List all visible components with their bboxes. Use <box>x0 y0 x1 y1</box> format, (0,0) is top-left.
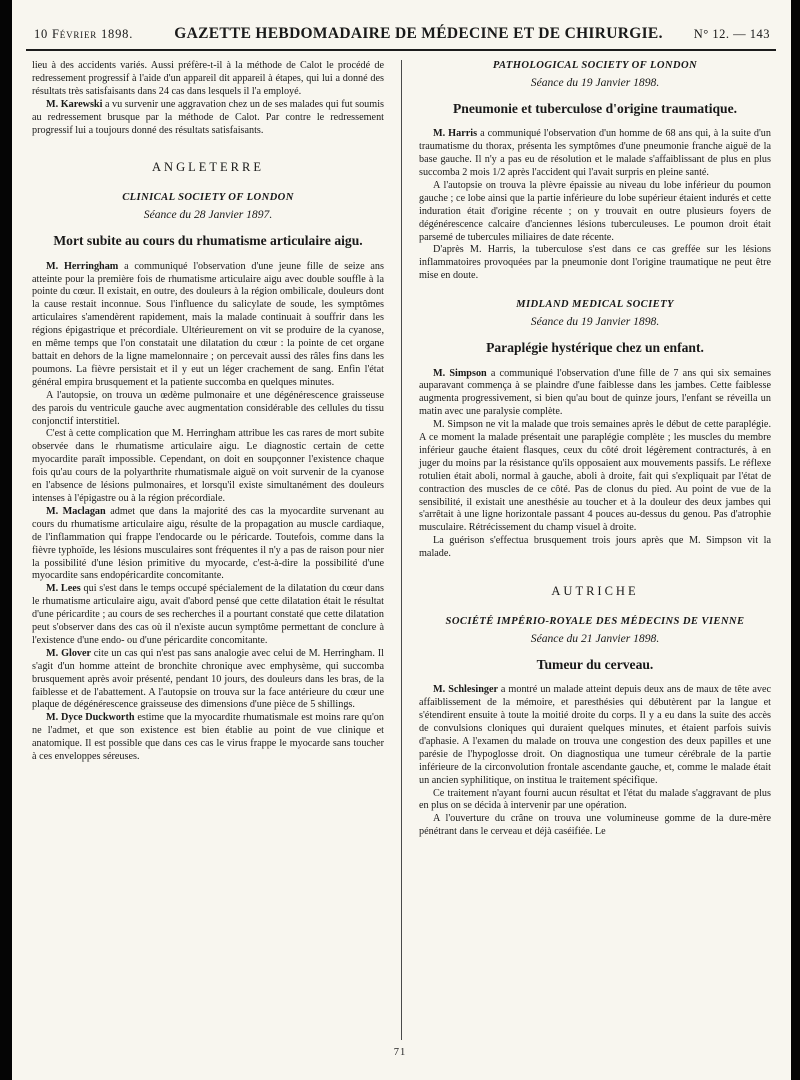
speaker-name: M. Maclagan <box>46 505 111 517</box>
article-title: Paraplégie hystérique chez un enfant. <box>486 340 704 355</box>
left-column-paragraph: M. Herringham a communiqué l'observation d'une jeune fille de seize ans atteinte pour la première fois de rhumatisme articulaire aigu avec double souffle à la pointe du cœur. Il existait, en outre, des douleurs à la région ombilicale, douleurs dont la cause restait inconnue. Sous l'influence du salicylate de soude, les symptômes articulaires s'amendèrent rapidement, mais la malade continuait à souffrir dans les régions épigastrique et précordiale. Ultérieurement on vit se produire de la cyanose, en même temps que l'on constatait une dilatation du cœur : la pointe de cet organe battait en dehors de la ligne mamelonnaire ; on percevait aussi des râles fins dans les poumons. La fièvre persistait et il y eut un léger crachement de sang. Enfin l'état général empira brusquement et la patiente succomba en quelques minutes. <box>32 260 384 388</box>
left-column-paragraph: M. Glover cite un cas qui n'est pas sans analogie avec celui de M. Herringham. Il s'agit d'un homme atteint de bronchite chronique avec emphysème, qui succomba brusquement après avoir présenté, pendant 10 jours, des douleurs dans les bras, de la faiblesse et de l'abattement. A l'autopsie on trouva sur la face antérieure du cœur une plaque de dégénérescence graisseuse des dimensions d'une pièce de 5 shillings. <box>32 647 384 711</box>
signature-mark: 71 <box>393 1047 407 1058</box>
right-column-paragraph: M. Simpson a communiqué l'observation d'une fille de 7 ans qui six semaines auparavant commença à se plaindre d'une faiblesse dans les jambes. Cette faiblesse augmenta progressivement, si bien qu'au bout de quinze jours, l'enfant se réveilla un matin avec une paralysie complète. <box>419 367 771 418</box>
right-column-paragraph: D'après M. Harris, la tuberculose s'est dans ce cas greffée sur les lésions inflammatoires provoquées par la pneumonie dont l'origine traumatique ne peut être mise en doute. <box>419 244 771 282</box>
left-column-paragraph: C'est à cette complication que M. Herringham attribue les cas rares de mort subite observée dans le rhumatisme articulaire aigu. Le diagnostic certain de cette myocardite paraît impossible. Cependant, on doit en soupçonner l'existence chaque fois qu'au cours de la polyarthrite rhumatismale aiguë on voit survenir de la cyanose en l'absence de lésions pulmonaires, et lorsqu'il existe simultanément des douleurs intenses à l'épigastre ou à la région précordiale. <box>32 428 384 504</box>
left-column-paragraph: M. Karewski a vu survenir une aggravation chez un de ses malades qui fut soumis au redressement brusque par la méthode de Calot. Par contre le redressement progressif lui a toujours donné des résultats satisfaisants. <box>32 98 384 136</box>
right-column-paragraph: M. Schlesinger a montré un malade atteint depuis deux ans de maux de tête avec affaiblissement de la mémoire, et paresthésies qui débutèrent par la langue et s'étendirent ensuite à toute la moitié droite du corps. Il y a eu dans la suite des accès de convulsions cloniques qui duraient quelques minutes, et étaient parfois suivis d'aphasie. A l'examen du malade on trouva une congestion des deux papilles et une parésie de l'hypoglosse droit. On diagnostiqua une tumeur cérébrale de la partie inférieure de la circonvolution frontale ascendante gauche, et, comme le malade était un ancien syphilitique, on institua le traitement spécifique. <box>419 684 771 786</box>
left-column <box>32 60 384 1040</box>
society-name: PATHOLOGICAL SOCIETY OF LONDON <box>492 60 698 71</box>
speaker-name: M. Harris <box>433 128 481 140</box>
speaker-name: M. Lees <box>46 583 84 595</box>
right-column-paragraph: A l'autopsie on trouva la plèvre épaissie au niveau du lobe inférieur du poumon gauche ; ce lobe ainsi que la partie inférieure du lobe supérieur étaient indurés et cette induration était d'origine récente ; on y trouvait en outre plusieurs foyers de dégénérescence calcaire d'anciennes lésions tuberculeuses. Le poumon droit était parsemé de tubercules miliaires de date récente. <box>419 179 771 243</box>
article-title: Pneumonie et tuberculose d'origine traumatique. <box>452 100 738 116</box>
right-column-paragraph: M. Simpson ne vit la malade que trois semaines après le début de cette paraplégie. A ce moment la malade présentait une paraplégie complète ; les muscles du membre inférieur gauche étaient flasques, ceux du côté droit légèrement contracturés, à en juger du moins par la résistance qu'ils opposaient aux mouvements passifs. Le réflexe rotulien était aboli, normal à gauche, aboli à droite, fait qui s'expliquait par l'état de contraction des muscles de ce côté. Pas de clonus du pied. Au point de vue de la sensibilité, il existait une anesthésie au toucher et à la douleur des deux jambes qui s'arrêtait à une ligne horizontale passant 4 pouces au-dessus du genou. Pas d'atrophie musculaire. Rétrécissement du champ visuel à droite. <box>419 419 771 534</box>
right-column-paragraph: M. Harris a communiqué l'observation d'un homme de 68 ans qui, à la suite d'un traumatisme du thorax, présenta les symptômes d'une pneumonie franche aiguë de la base gauche. Il n'y a pas eu de résolution et le malade s'affaiblissant de plus en plus succomba 2 mois 1/2 après l'accident qui l'avait surpris en pleine santé. <box>419 128 771 179</box>
article-title: Mort subite au cours du rhumatisme articulaire aigu. <box>53 233 363 249</box>
right-column-paragraph: A l'ouverture du crâne on trouva une volumineuse gomme de la dure-mère pénétrant dans le cerveau et déjà caséifiée. Le <box>419 813 771 838</box>
society-name: CLINICAL SOCIETY OF LONDON <box>122 192 294 204</box>
masthead <box>34 25 770 43</box>
society-name: MIDLAND MEDICAL SOCIETY <box>516 299 674 311</box>
left-column-paragraph: M. Lees qui s'est dans le temps occupé spécialement de la dilatation du cœur dans le rhumatisme articulaire aigu, avait d'abord pensé que cette dilatation était le résultat d'une péricardite ; au cours de ses recherches il a pourtant constaté que cette dilatation peut s'observer dans des cas où il n'existe aucun symptôme permettant de conclure à l'existence d'une endo- ou d'une péricardite concomitante. <box>32 583 384 646</box>
seance-date: Séance du 21 Janvier 1898. <box>530 631 660 645</box>
speaker-name: M. Schlesinger <box>433 684 501 696</box>
journal-title: GAZETTE HEBDOMADAIRE DE MÉDECINE ET DE CHIRURGIE. <box>174 25 663 42</box>
speaker-name: M. Glover <box>46 647 94 659</box>
seance-date: Séance du 19 Janvier 1898. <box>530 315 660 329</box>
society-name: SOCIÉTÉ IMPÉRIO-ROYALE DES MÉDECINS DE VIENNE <box>445 616 745 627</box>
right-column-paragraph: La guérison s'effectua brusquement trois jours après que M. Simpson vit la malade. <box>419 535 771 560</box>
scan-border-left <box>0 0 12 1080</box>
right-column-paragraph: Ce traitement n'ayant fourni aucun résultat et l'état du malade s'aggravant de plus en plus on se décida à intervenir par une opération. <box>419 787 771 812</box>
column-divider <box>401 60 402 1040</box>
page-footer <box>0 1047 800 1058</box>
speaker-name: M. Karewski <box>46 98 105 110</box>
speaker-name: M. Simpson <box>433 367 491 379</box>
section-country-heading: ANGLETERRE <box>152 160 264 175</box>
issue-date: 10 Février 1898. <box>34 27 134 41</box>
right-column <box>419 60 771 1040</box>
left-column-paragraph: A l'autopsie, on trouva un œdème pulmonaire et une dégénérescence graisseuse des parois du ventricule gauche avec augmentation considérable des cellules du tissu conjonctif interstitiel. <box>32 389 384 427</box>
speaker-name: M. Herringham <box>46 260 125 272</box>
left-column-paragraph: M. Maclagan admet que dans la majorité des cas la myocardite survenant au cours du rhumatisme articulaire aigu, résulte de la propagation au muscle cardiaque, de l'inflammation qui frappe l'endocarde ou le péricarde. Toutefois, comme dans la fièvre typhoïde, les lésions musculaires sont fréquentes il n'y a pas de raison pour nier la possibilité d'une lésion primitive du myocarde, c'est-à-dire la possibilité d'une myocardite sans endopéricardite concomitante. <box>32 505 384 582</box>
left-column-paragraph: lieu à des accidents variés. Aussi préfère-t-il à la méthode de Calot le procédé de redressement progressif à l'aide d'un appareil dit appareil à étapes, qui lui a donné des résultats très satisfaisants dans 24 cas dans lesquels il l'a employé. <box>32 60 384 97</box>
left-column-paragraph: M. Dyce Duckworth estime que la myocardite rhumatismale est moins rare qu'on ne l'admet, et que son existence est bien établie au point de vue clinique et anatomique. Il est possible que dans ces cas le virus frappe le myocarde sans toucher à ces enveloppes séreuses. <box>32 712 384 763</box>
speaker-name: M. Dyce Duckworth <box>46 712 138 724</box>
page-body <box>32 60 772 1040</box>
section-country-heading: AUTRICHE <box>551 584 639 599</box>
seance-date: Séance du 19 Janvier 1898. <box>530 75 660 89</box>
article-title: Tumeur du cerveau. <box>536 656 654 672</box>
issue-number: N° 12. — 143 <box>693 27 770 41</box>
header-rule <box>26 49 776 51</box>
scan-border-right <box>791 0 800 1080</box>
seance-date: Séance du 28 Janvier 1897. <box>143 208 273 222</box>
